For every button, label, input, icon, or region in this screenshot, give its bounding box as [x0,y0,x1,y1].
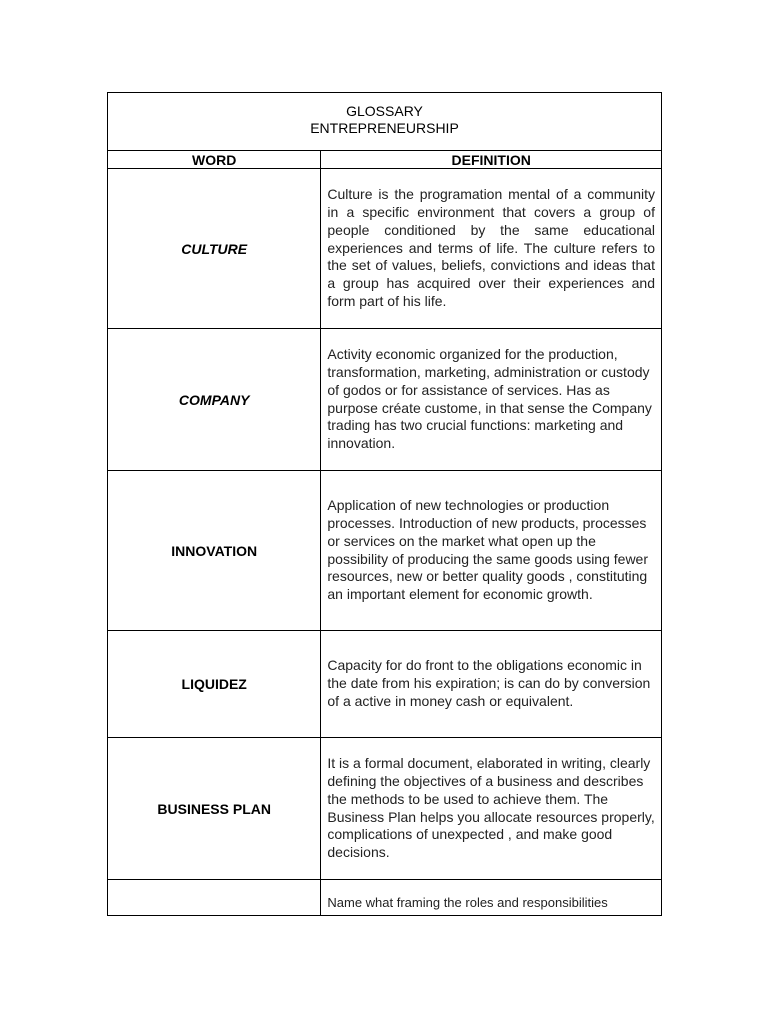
table-row [108,631,662,738]
definition-company: Activity economic organized for the production, transformation, marketing, administration or custody of godos or for assistance of services. Has as purpose créate custome, in that sense the Company trading has two crucial functions: marketing and innovation. [321,329,662,471]
definition-column-header: DEFINITION [321,151,662,169]
table-row [108,738,662,880]
term-innovation: INNOVATION [108,471,321,631]
term-empty [108,880,321,916]
table-row [108,329,662,471]
term-liquidez: LIQUIDEZ [108,631,321,738]
definition-partial: Name what framing the roles and responsibilities [321,880,662,916]
definition-innovation: Application of new technologies or production processes. Introduction of new products, processes or services on the market what open up the possibility of producing the same goods using fewer resources, new or better quality goods , constituting an important element for economic growth. [321,471,662,631]
document-title: GLOSSARY [346,102,423,119]
title-row [108,93,662,151]
title-cell [108,93,662,151]
table-row [108,169,662,329]
definition-culture: Culture is the programation mental of a community in a specific environment that covers a group of people conditioned by the same educational experiences and terms of life. The culture refers to the set of values, beliefs, convictions and ideas that a group has acquired over their experiences and form part of his life. [321,169,662,329]
table-row [108,880,662,916]
glossary-table [107,92,662,916]
document-subtitle: ENTREPRENEURSHIP [310,119,459,136]
definition-business-plan: It is a formal document, elaborated in writing, clearly defining the objectives of a business and describes the methods to be used to achieve them. The Business Plan helps you allocate resources properly, complications of unexpected , and make good decisions. [321,738,662,880]
term-business-plan: BUSINESS PLAN [108,738,321,880]
table-row [108,471,662,631]
term-culture: CULTURE [108,169,321,329]
term-company: COMPANY [108,329,321,471]
word-column-header: WORD [108,151,321,169]
definition-liquidez: Capacity for do front to the obligations economic in the date from his expiration; is can do by conversion of a active in money cash or equivalent. [321,631,662,738]
column-header-row [108,151,662,169]
